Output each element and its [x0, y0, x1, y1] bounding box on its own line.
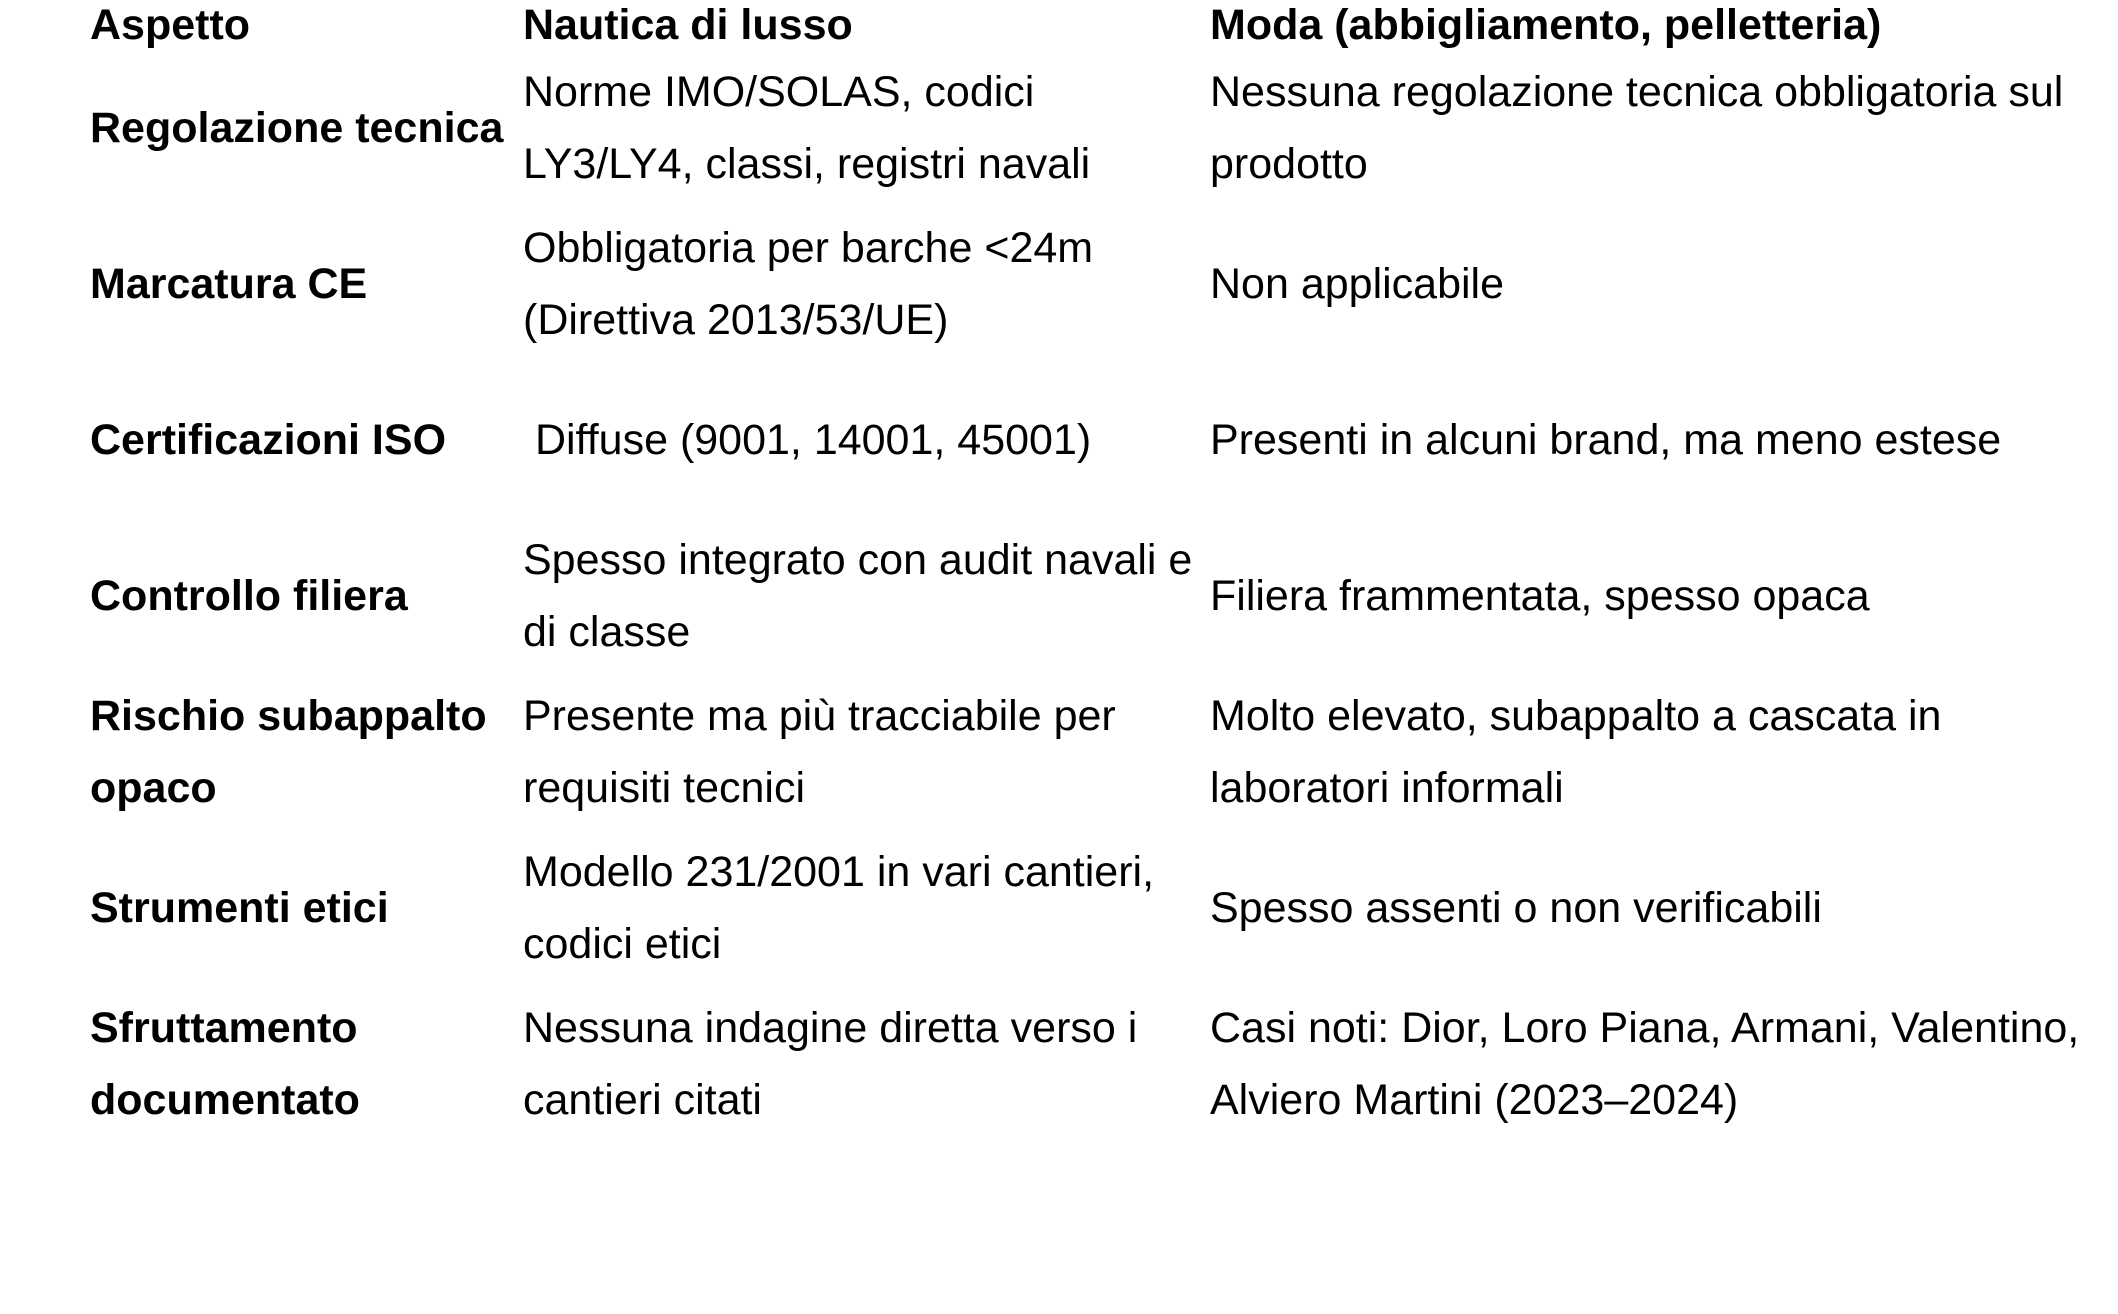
row-nautica: Spesso integrato con audit navali e di classe	[523, 536, 1193, 656]
row-aspect: Rischio subappalto opaco	[90, 692, 487, 812]
table-row	[90, 674, 2080, 830]
row-nautica: Modello 231/2001 in vari cantieri, codici etici	[523, 848, 1155, 968]
header-row	[90, 0, 2080, 50]
row-moda: Casi noti: Dior, Loro Piana, Armani, Valentino, Alviero Martini (2023–2024)	[1210, 1004, 2080, 1124]
table-row	[90, 518, 2080, 674]
row-aspect: Regolazione tecnica	[90, 104, 504, 152]
row-moda: Non applicabile	[1210, 260, 1505, 308]
header-moda: Moda (abbigliamento, pelletteria)	[1210, 1, 1882, 49]
row-nautica: Diffuse (9001, 14001, 45001)	[523, 416, 1092, 464]
row-nautica: Norme IMO/SOLAS, codici LY3/LY4, classi, registri navali	[523, 68, 1091, 188]
row-moda: Filiera frammentata, spesso opaca	[1210, 572, 1870, 620]
row-moda: Nessuna regolazione tecnica obbligatoria sul prodotto	[1210, 68, 2064, 188]
table-row	[90, 206, 2080, 362]
table-row	[90, 362, 2080, 518]
row-nautica: Nessuna indagine diretta verso i cantieri citati	[523, 1004, 1138, 1124]
comparison-table	[90, 0, 2080, 1142]
row-nautica: Obbligatoria per barche <24m (Direttiva 2013/53/UE)	[523, 224, 1094, 344]
row-aspect: Certificazioni ISO	[90, 416, 447, 464]
row-nautica: Presente ma più tracciabile per requisiti tecnici	[523, 692, 1116, 812]
row-aspect: Controllo filiera	[90, 572, 408, 620]
table-row	[90, 50, 2080, 206]
header-nautica: Nautica di lusso	[523, 1, 853, 49]
row-aspect: Marcatura CE	[90, 260, 368, 308]
row-moda: Spesso assenti o non verificabili	[1210, 884, 1822, 932]
table-row	[90, 830, 2080, 986]
header-aspetto: Aspetto	[90, 1, 251, 49]
row-moda: Presenti in alcuni brand, ma meno estese	[1210, 416, 2002, 464]
row-aspect: Strumenti etici	[90, 884, 389, 932]
table-row	[90, 986, 2080, 1142]
row-aspect: Sfruttamento documentato	[90, 1004, 360, 1124]
row-moda: Molto elevato, subappalto a cascata in laboratori informali	[1210, 692, 1942, 812]
